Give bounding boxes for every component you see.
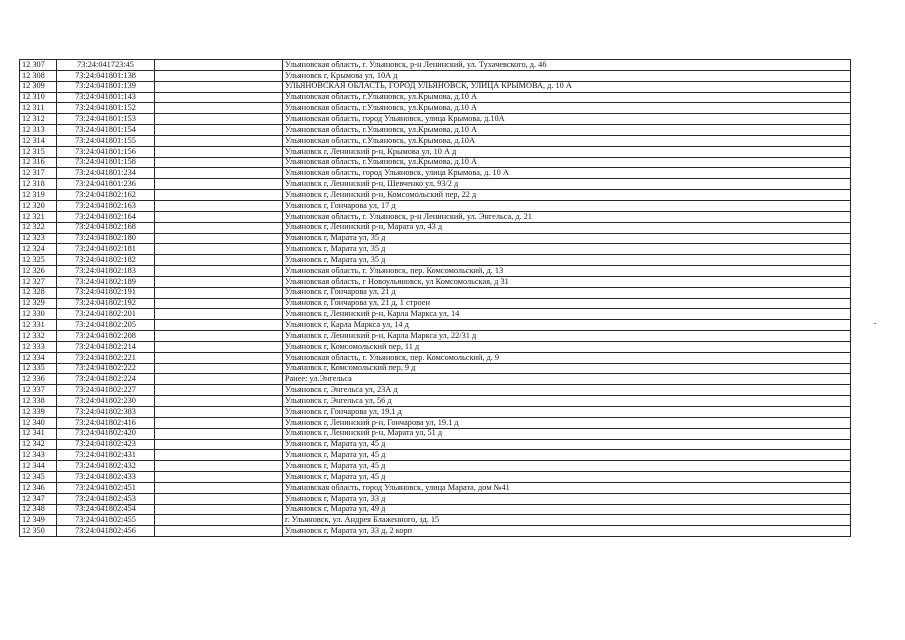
address-cell: Ульяновск г, Ленинский р-н, Марата ул, 51 д [283,428,851,439]
cadastral-number-cell: 73:24:041802:180 [57,233,155,244]
address-cell: Ульяновск г, Марата ул, 35 д [283,244,851,255]
table-row [20,114,851,125]
empty-cell [155,244,283,255]
address-cell: УЛЬЯНОВСКАЯ ОБЛАСТЬ, ГОРОД УЛЬЯНОВСК, УЛИЦА КРЫМОВА, д. 10 А [283,81,851,92]
cadastral-number-cell: 73:24:041801:234 [57,168,155,179]
empty-cell [155,287,283,298]
table-row [20,200,851,211]
row-number-cell: 12 348 [20,504,57,515]
empty-cell [155,266,283,277]
empty-cell [155,407,283,418]
cadastral-number-cell: 73:24:041802:383 [57,407,155,418]
cadastral-number-cell: 73:24:041802:189 [57,276,155,287]
address-cell: Ульяновская область, г.Ульяновск, ул.Крымова, д.10 А [283,103,851,114]
address-cell: Ульяновск г, Марата ул, 45 д [283,461,851,472]
row-number-cell: 12 334 [20,352,57,363]
table-row [20,363,851,374]
row-number-cell: 12 338 [20,396,57,407]
row-number-cell: 12 325 [20,255,57,266]
cadastral-number-cell: 73:24:041802:164 [57,211,155,222]
table-row [20,331,851,342]
table-row [20,81,851,92]
address-cell: Ульяновск г, Гончарова ул, 19.1 д [283,407,851,418]
cadastral-number-cell: 73:24:041802:221 [57,352,155,363]
table-row [20,439,851,450]
table-row [20,417,851,428]
row-number-cell: 12 342 [20,439,57,450]
table-row [20,396,851,407]
empty-cell [155,439,283,450]
address-cell: Ульяновская область, г. Ульяновск, р-н Ленинский, ул. Энгельса, д. 21 [283,211,851,222]
cadastral-number-cell: 73:24:041802:454 [57,504,155,515]
cadastral-number-cell: 73:24:041802:456 [57,526,155,537]
empty-cell [155,385,283,396]
address-cell: Ульяновск г, Энгельса ул, 23А д [283,385,851,396]
cadastral-number-cell: 73:24:041802:224 [57,374,155,385]
row-number-cell: 12 312 [20,114,57,125]
address-cell: Ульяновск г, Марата ул, 45 д [283,450,851,461]
table-row [20,125,851,136]
row-number-cell: 12 331 [20,320,57,331]
table-row [20,374,851,385]
address-cell: Ульяновская область, г. Ульяновск, пер. Комсомольский, д. 13 [283,266,851,277]
row-number-cell: 12 345 [20,472,57,483]
address-cell: Ульяновск г, Ленинский р-н, Шевченко ул, 93/2 д [283,179,851,190]
empty-cell [155,374,283,385]
empty-cell [155,352,283,363]
cadastral-number-cell: 73:24:041802:455 [57,515,155,526]
address-cell: Ульяновск г, Ленинский р-н, Марата ул, 43 д [283,222,851,233]
row-number-cell: 12 324 [20,244,57,255]
row-number-cell: 12 313 [20,125,57,136]
address-cell: Ульяновская область, г.Ульяновск, ул.Крымова, д.10 А [283,125,851,136]
cadastral-number-cell: 73:24:041801:139 [57,81,155,92]
register-table-body [20,60,851,537]
cadastral-number-cell: 73:24:041802:431 [57,450,155,461]
cadastral-number-cell: 73:24:041802:192 [57,298,155,309]
table-row [20,428,851,439]
row-number-cell: 12 319 [20,190,57,201]
empty-cell [155,472,283,483]
empty-cell [155,255,283,266]
cadastral-number-cell: 73:24:041802:183 [57,266,155,277]
cadastral-number-cell: 73:24:041802:201 [57,309,155,320]
row-number-cell: 12 337 [20,385,57,396]
empty-cell [155,461,283,472]
address-cell: Ульяновск г, Марата ул, 45 д [283,472,851,483]
cadastral-number-cell: 73:24:041802:416 [57,417,155,428]
table-row [20,320,851,331]
property-register-table [19,59,851,537]
table-row [20,461,851,472]
table-row [20,276,851,287]
empty-cell [155,60,283,71]
table-row [20,92,851,103]
address-cell: Ульяновская область, город Ульяновск, улица Крымова, д. 10 А [283,168,851,179]
empty-cell [155,200,283,211]
row-number-cell: 12 327 [20,276,57,287]
cadastral-number-cell: 73:24:041802:451 [57,482,155,493]
address-cell: Ульяновская область, г Новоульяновск, ул Комсомольская, д 31 [283,276,851,287]
table-row [20,255,851,266]
cadastral-number-cell: 73:24:041802:227 [57,385,155,396]
address-cell: Ульяновск г, Марата ул, 35 д [283,255,851,266]
empty-cell [155,331,283,342]
row-number-cell: 12 336 [20,374,57,385]
row-number-cell: 12 308 [20,70,57,81]
address-cell: Ульяновск г, Ленинский р-н, Карла Маркса ул, 14 [283,309,851,320]
table-row [20,60,851,71]
address-cell: Ульяновск г, Марата ул, 45 д [283,439,851,450]
cadastral-number-cell: 73:24:041802:182 [57,255,155,266]
row-number-cell: 12 321 [20,211,57,222]
row-number-cell: 12 340 [20,417,57,428]
row-number-cell: 12 332 [20,331,57,342]
scan-speck [874,323,876,324]
row-number-cell: 12 330 [20,309,57,320]
table-row [20,385,851,396]
cadastral-number-cell: 73:24:041801:155 [57,135,155,146]
row-number-cell: 12 315 [20,146,57,157]
table-row [20,190,851,201]
row-number-cell: 12 323 [20,233,57,244]
empty-cell [155,179,283,190]
empty-cell [155,81,283,92]
row-number-cell: 12 326 [20,266,57,277]
empty-cell [155,168,283,179]
address-cell: Ульяновск г, Марата ул, 35 д [283,233,851,244]
cadastral-number-cell: 73:24:041802:420 [57,428,155,439]
address-cell: Ульяновская область, г.Ульяновск, ул.Крымова, д.10А [283,135,851,146]
row-number-cell: 12 316 [20,157,57,168]
address-cell: Ульяновск г, Крымова ул, 10А д [283,70,851,81]
table-row [20,352,851,363]
row-number-cell: 12 311 [20,103,57,114]
empty-cell [155,92,283,103]
cadastral-number-cell: 73:24:041801:138 [57,70,155,81]
empty-cell [155,363,283,374]
row-number-cell: 12 333 [20,341,57,352]
cadastral-number-cell: 73:24:041801:154 [57,125,155,136]
row-number-cell: 12 317 [20,168,57,179]
cadastral-number-cell: 73:24:041801:236 [57,179,155,190]
row-number-cell: 12 339 [20,407,57,418]
row-number-cell: 12 341 [20,428,57,439]
cadastral-number-cell: 73:24:041802:168 [57,222,155,233]
address-cell: Ульяновск г, Комсомольский пер, 11 д [283,341,851,352]
empty-cell [155,526,283,537]
empty-cell [155,396,283,407]
cadastral-number-cell: 73:24:041802:214 [57,341,155,352]
table-row [20,135,851,146]
table-row [20,309,851,320]
cadastral-number-cell: 73:24:041802:230 [57,396,155,407]
row-number-cell: 12 322 [20,222,57,233]
empty-cell [155,493,283,504]
address-cell: Ульяновск г, Марата ул, 33 д [283,493,851,504]
address-cell: Ульяновск г, Ленинский р-н, Крымова ул, 10 А д [283,146,851,157]
cadastral-number-cell: 73:24:041802:453 [57,493,155,504]
address-cell: Ульяновская область, г.Ульяновск, ул.Крымова, д.10 А [283,157,851,168]
empty-cell [155,190,283,201]
address-cell: Ульяновская область, г.Ульяновск, ул.Крымова, д.10 А [283,92,851,103]
cadastral-number-cell: 73:24:041802:423 [57,439,155,450]
empty-cell [155,125,283,136]
cadastral-number-cell: 73:24:041802:163 [57,200,155,211]
row-number-cell: 12 347 [20,493,57,504]
table-row [20,222,851,233]
table-row [20,515,851,526]
row-number-cell: 12 329 [20,298,57,309]
row-number-cell: 12 309 [20,81,57,92]
address-cell: Ульяновск г, Ленинский р-н, Гончарова ул, 19.1 д [283,417,851,428]
row-number-cell: 12 335 [20,363,57,374]
address-cell: Ульяновск г, Комсомольский пер, 9 д [283,363,851,374]
cadastral-number-cell: 73:24:041723:45 [57,60,155,71]
table-row [20,157,851,168]
empty-cell [155,211,283,222]
empty-cell [155,298,283,309]
empty-cell [155,157,283,168]
empty-cell [155,276,283,287]
empty-cell [155,222,283,233]
cadastral-number-cell: 73:24:041802:432 [57,461,155,472]
row-number-cell: 12 314 [20,135,57,146]
row-number-cell: 12 344 [20,461,57,472]
cadastral-number-cell: 73:24:041801:152 [57,103,155,114]
cadastral-number-cell: 73:24:041802:162 [57,190,155,201]
cadastral-number-cell: 73:24:041801:143 [57,92,155,103]
empty-cell [155,504,283,515]
table-row [20,526,851,537]
row-number-cell: 12 307 [20,60,57,71]
table-row [20,146,851,157]
table-row [20,504,851,515]
empty-cell [155,515,283,526]
cadastral-number-cell: 73:24:041802:222 [57,363,155,374]
table-row [20,244,851,255]
cadastral-number-cell: 73:24:041801:156 [57,146,155,157]
cadastral-number-cell: 73:24:041802:208 [57,331,155,342]
empty-cell [155,450,283,461]
row-number-cell: 12 320 [20,200,57,211]
empty-cell [155,135,283,146]
empty-cell [155,428,283,439]
empty-cell [155,146,283,157]
empty-cell [155,482,283,493]
table-row [20,407,851,418]
address-cell: г. Ульяновск, ул. Андрея Блаженного, зд. 15 [283,515,851,526]
table-row [20,287,851,298]
address-cell: Ульяновская область, город Ульяновск, улица Крымова, д.10А [283,114,851,125]
row-number-cell: 12 343 [20,450,57,461]
table-row [20,233,851,244]
empty-cell [155,103,283,114]
empty-cell [155,341,283,352]
address-cell: Ульяновск г, Марата ул, 33 д, 2 корп [283,526,851,537]
address-cell: Ульяновск г, Марата ул, 49 д [283,504,851,515]
address-cell: Ульяновск г, Ленинский р-н, Комсомольский пер, 22 д [283,190,851,201]
address-cell: Ранее: ул.Энгельса [283,374,851,385]
address-cell: Ульяновск г, Энгельса ул, 56 д [283,396,851,407]
cadastral-number-cell: 73:24:041801:158 [57,157,155,168]
table-row [20,493,851,504]
address-cell: Ульяновск г, Гончарова ул, 21 д [283,287,851,298]
table-row [20,103,851,114]
address-cell: Ульяновск г, Карла Маркса ул, 14 д [283,320,851,331]
empty-cell [155,309,283,320]
address-cell: Ульяновская область, г. Ульяновск, р-н Ленинский, ул. Тухачевского, д. 46 [283,60,851,71]
empty-cell [155,70,283,81]
table-row [20,266,851,277]
empty-cell [155,114,283,125]
table-row [20,472,851,483]
address-cell: Ульяновская область, г. Ульяновск, пер. Комсомольский, д. 9 [283,352,851,363]
table-row [20,179,851,190]
row-number-cell: 12 349 [20,515,57,526]
cadastral-number-cell: 73:24:041802:191 [57,287,155,298]
row-number-cell: 12 350 [20,526,57,537]
row-number-cell: 12 310 [20,92,57,103]
table-row [20,211,851,222]
row-number-cell: 12 346 [20,482,57,493]
row-number-cell: 12 318 [20,179,57,190]
cadastral-number-cell: 73:24:041802:433 [57,472,155,483]
register-sheet [19,59,851,537]
empty-cell [155,233,283,244]
table-row [20,341,851,352]
table-row [20,450,851,461]
table-row [20,298,851,309]
table-row [20,482,851,493]
address-cell: Ульяновск г, Ленинский р-н, Карла Маркса ул, 22/31 д [283,331,851,342]
cadastral-number-cell: 73:24:041802:205 [57,320,155,331]
cadastral-number-cell: 73:24:041801:153 [57,114,155,125]
row-number-cell: 12 328 [20,287,57,298]
table-row [20,168,851,179]
empty-cell [155,320,283,331]
address-cell: Ульяновск г, Гончарова ул, 21 д, 1 строен [283,298,851,309]
empty-cell [155,417,283,428]
address-cell: Ульяновск г, Гончарова ул, 17 д [283,200,851,211]
cadastral-number-cell: 73:24:041802:181 [57,244,155,255]
address-cell: Ульяновская область, город Ульяновск, улица Марата, дом №41 [283,482,851,493]
table-row [20,70,851,81]
